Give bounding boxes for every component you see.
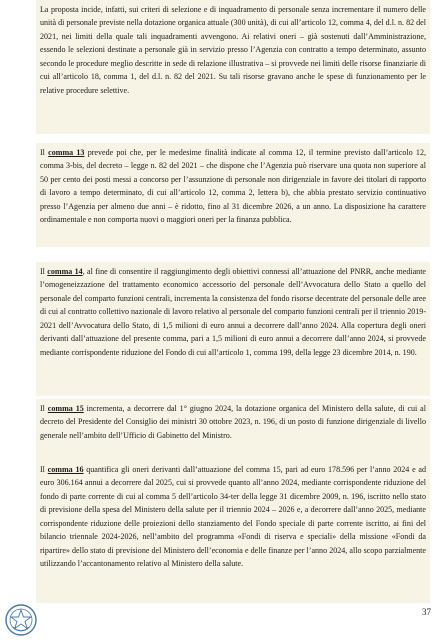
page-number: 37 — [422, 607, 431, 617]
paragraph-comma-14-text: , al fine di consentire il raggiungimento degli obiettivi connessi all’attuazione del PNRR, anche mediante l’omogeneizzazione del trattamento economico accessorio del personale dell’Avvocatura dello Stato a quello del personale del comparto funzioni centrali, incrementa la consistenza del fondo risorse decentrate del personale delle aree di cui al contratto collettivo nazionale di lavoro relativo al personale del comparto funzioni centrali per il triennio 2019-2021 dell’Avvocatura dello Stato, di 1,5 milioni di euro annui a decorrere dall’anno 2024. Alla copertura degli oneri derivanti dall’attuazione del presente comma, pari a 1,5 milioni di euro annui a decorrere dall’anno 2024, si provvede mediante corrispondente riduzione del Fondo di cui all’articolo 1, comma 199, della legge 23 dicembre 2014, n. 190. — [40, 267, 426, 357]
paragraph-comma-13 — [36, 143, 430, 247]
paragraph-prefix: Il — [40, 404, 48, 413]
paragraph-prefix: Il — [40, 267, 48, 276]
emblem-icon — [4, 603, 38, 637]
comma-16-ref: comma 16 — [47, 465, 84, 474]
paragraph-comma-15 — [36, 399, 430, 462]
paragraph-comma-16-text: quantifica gli oneri derivanti dall’attuazione del comma 15, pari ad euro 178.596 per l’anno 2024 e ad euro 306.164 annui a decorrere dal 2025, cui si provvede quanto all’anno 2024, mediante corrispondente riduzione del fondo di parte corrente di cui al comma 5 dell’articolo 34-ter della legge 31 dicembre 2009, n. 196, iscritto nello stato di previsione della spesa del Ministero della salute per il triennio 2024 – 2026 e, a decorrere dall’anno 2025, mediante corrispondente riduzione delle proiezioni dello stanziamento del Fondo speciale di parte corrente iscritto, ai fini del bilancio triennale 2024-2026, nell’ambito del programma «Fondi di riserva e speciali» della missione «Fondi da ripartire» dello stato di previsione del Ministero dell’economia e delle finanze per l’anno 2024, allo scopo parzialmente utilizzando l’accantonamento relativo al Ministero della salute. — [40, 465, 426, 569]
paragraph-comma-16 — [36, 460, 430, 603]
paragraph-1-text: La proposta incide, infatti, sui criteri di selezione e di inquadramento di personale senza incrementare il numero delle unità di personale previste nella dotazione organica attuale (300 unità), di cui all’articolo 12, comma 4, del d.l. n. 82 del 2021, nei limiti della quale tali inquadramenti avvengono. Ai relativi oneri – già sostenuti dall’Amministrazione, essendo le selezioni destinate a personale già in servizio presso l’Agenzia con contratto a tempo determinato, assunto secondo le procedure meglio descritte in sede di relazione illustrativa – si provvede nei limiti delle risorse finanziarie di cui all’articolo 18, comma 1, del d.l. n. 82 del 2021. Su tali risorse gravano anche le spese di funzionamento per le relative procedure selettive. — [40, 5, 426, 95]
comma-15-ref: comma 15 — [47, 404, 84, 413]
comma-14-ref: comma 14 — [47, 267, 83, 276]
paragraph-prefix: Il — [40, 465, 48, 474]
paragraph-1 — [36, 0, 430, 134]
paragraph-comma-15-text: incrementa, a decorrere dal 1° giugno 2024, la dotazione organica del Ministero della salute, di cui al decreto del Presidente del Consiglio dei ministri 30 ottobre 2023, n. 196, di un posto di funzione dirigenziale di livello generale nell’ambito dell’Ufficio di Gabinetto del Ministro. — [40, 404, 426, 440]
paragraph-comma-14 — [36, 262, 430, 396]
paragraph-prefix: Il — [40, 148, 49, 157]
paragraph-comma-13-text: prevede poi che, per le medesime finalità indicate al comma 12, il termine previsto dall’articolo 12, comma 3-bis, del decreto – legge n. 82 del 2021 – che dispone che l’Agenzia può riservare una quota non superiore al 50 per cento dei posti messi a concorso per l’assunzione di personale non dirigenziale in favore dei titolari di rapporto di lavoro a tempo determinato, di cui all’articolo 12, comma 2, lettera b), che abbia prestato servizio continuativo presso l’Agenzia per almeno due anni – è ridotto, fino al 31 dicembre 2026, a un anno. La disposizione ha carattere ordinamentale e non comporta nuovi o maggiori oneri per la finanza pubblica. — [40, 148, 426, 225]
comma-13-ref: comma 13 — [48, 148, 85, 157]
